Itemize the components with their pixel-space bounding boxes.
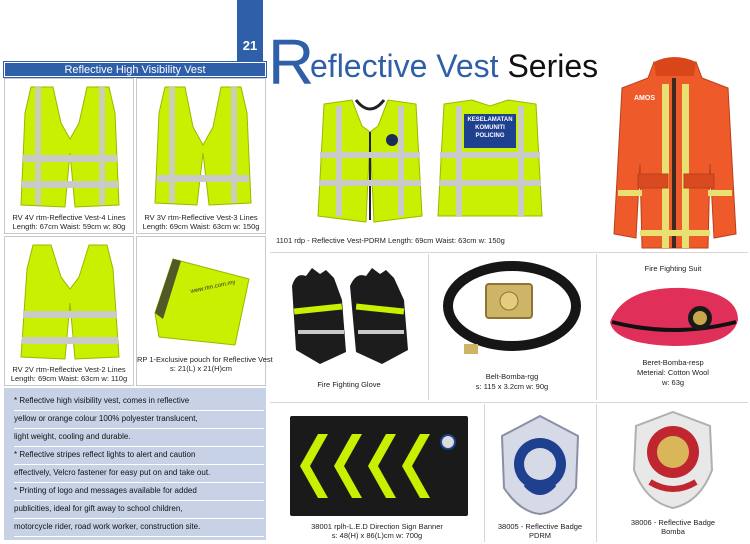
product-fire-glove[interactable] [272,256,426,400]
divider [484,404,485,542]
product-pdrm-vest[interactable] [276,96,600,248]
beret-caption-1: Beret-Bomba-resp [642,358,704,367]
info-box [4,388,266,540]
belt-image [440,260,584,362]
vest-3-lines-image [151,83,255,211]
rv4v-caption-2: Length: 67cm Waist: 59cm w: 80g [12,222,126,231]
rv2v-caption-2: Length: 69cm Waist: 63cm w: 110g [10,374,128,383]
title-series: Series [507,48,599,84]
info-line: publicities, ideal for gift away to school children, [14,499,264,519]
divider [428,254,429,400]
divider [270,402,748,403]
product-fire-suit[interactable] [598,54,748,274]
divider [596,404,597,542]
info-line: motorcycle rider, road work worker, construction site. [14,517,264,537]
info-line: * Printing of logo and messages available for added [14,481,264,501]
rp1-caption-2: s: 21(L) x 21(H)cm [169,364,233,373]
product-badge-bomba[interactable] [598,406,748,542]
banner-caption-2: s: 48(H) x 86(L)cm w: 700g [331,531,423,540]
fire-glove-caption: Fire Fighting Glove [317,380,381,389]
pdrm-back-print: KESELAMATAN KOMUNITI POLICING [467,117,513,139]
divider [270,252,748,253]
product-belt[interactable] [430,256,594,400]
rv3v-caption-2: Length: 69cm Waist: 63cm w: 150g [142,222,260,231]
pouch-print: www.rtm.com.my [190,279,237,295]
direction-banner-image [286,412,472,520]
title-initial: R [268,26,315,98]
rv3v-caption-1: RV 3V rtm-Reflective Vest-3 Lines [144,213,258,222]
rv4v-caption-1: RV 4V rtm-Reflective Vest-4 Lines [12,213,126,222]
product-cell-rp1-pouch[interactable] [136,236,273,386]
divider [596,254,597,400]
fire-suit-caption: Fire Fighting Suit [644,264,702,273]
pdrm-emblem-icon [386,134,398,146]
product-cell-rv2v[interactable] [4,236,134,386]
product-beret[interactable] [598,276,748,400]
page-number: 21 [242,38,258,53]
bomba-badge-image [630,410,716,510]
rp1-caption-1: RP 1-Exclusive pouch for Reflective Vest [137,355,273,364]
info-line: effectively, Velcro fastener for easy put on and take out. [14,463,264,483]
info-line: light weight, cooling and durable. [14,427,264,447]
belt-caption-1: Belt-Bomba-rgg [485,372,539,381]
pdrm-vest-caption: 1101 rdp - Reflective Vest-PDRM Length: 69cm Waist: 63cm w: 150g [276,236,505,245]
belt-caption-2: s: 115 x 3.2cm w: 90g [475,382,549,391]
info-line: yellow or orange colour 100% polyester translucent, [14,409,264,429]
vest-2-lines-image [15,241,125,363]
banner-emblem-icon [441,435,455,449]
section-header: Reflective High Visibility Vest [4,62,266,77]
product-banner[interactable] [272,406,482,542]
product-badge-pdrm[interactable] [486,406,594,542]
fire-suit-print: AMOS [634,95,655,102]
rv2v-caption-1: RV 2V rtm-Reflective Vest-2 Lines [12,365,126,374]
badge-pdrm-caption-1: 38005 - Reflective Badge [497,522,583,531]
beret-image [604,282,744,350]
pdrm-badge-image [496,414,584,518]
info-line: * Reflective high visibility vest, comes in reflective [14,391,264,411]
product-cell-rv4v[interactable] [4,78,134,234]
pdrm-vest-front-image [314,96,426,226]
pdrm-vest-back-image [434,96,546,226]
fire-glove-image [286,266,414,370]
banner-caption-1: 38001 rplh-L.E.D Direction Sign Banner [311,522,443,531]
product-cell-rv3v[interactable] [136,78,266,234]
badge-pdrm-caption-2: PDRM [528,531,552,540]
pouch-image [151,253,255,353]
fire-suit-image [610,54,740,252]
beret-caption-3: w: 63g [661,378,685,387]
info-line: * Reflective stripes reflect lights to alert and caution [14,445,264,465]
badge-bomba-caption-2: Bomba [661,527,685,536]
vest-4-lines-image [17,83,123,211]
title-rest: eflective Vest [310,48,499,84]
beret-caption-2: Meterial: Cotton Wool [637,368,709,377]
badge-bomba-caption-1: 38006 - Reflective Badge [630,518,716,527]
